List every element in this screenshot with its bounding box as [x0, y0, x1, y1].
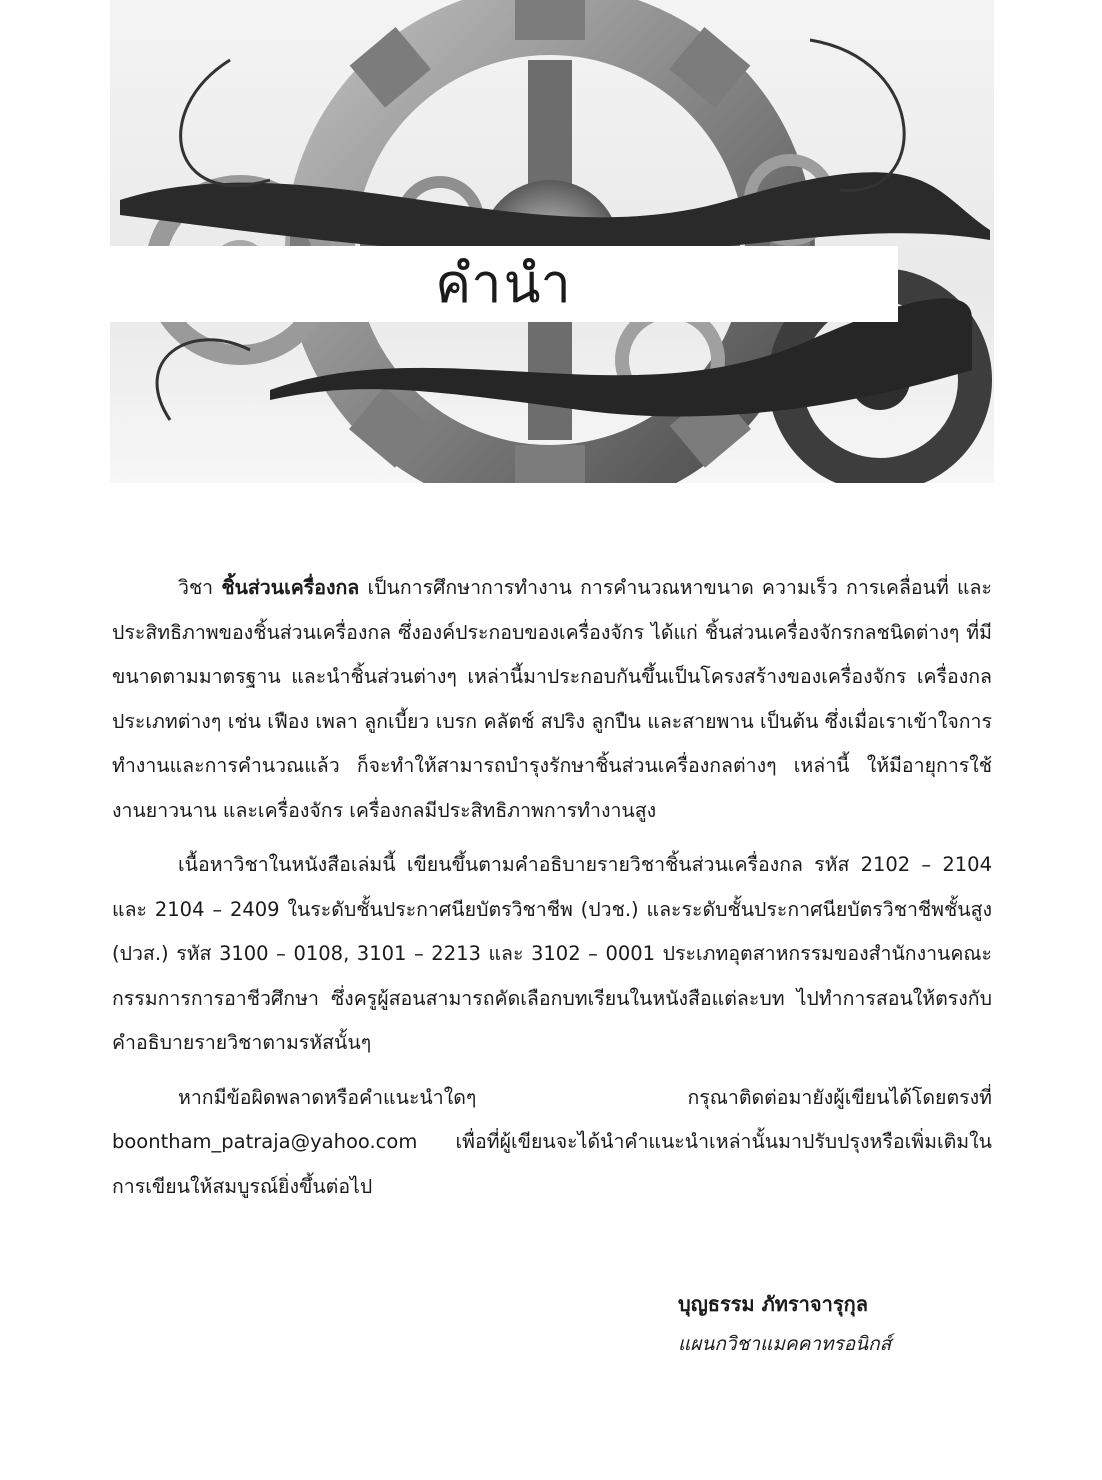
author-name: บุญธรรม ภัทราจารุกุล: [678, 1292, 868, 1316]
preface-body: [112, 566, 992, 1219]
author-department: แผนกวิชาแมคคาทรอนิกส์: [678, 1333, 892, 1355]
paragraph-1-rest: เป็นการศึกษาการทำงาน การคำนวณหาขนาด ความเร็ว การเคลื่อนที่ และประสิทธิภาพของชิ้นส่วนเครื่องกล ซึ่งองค์ประกอบของเครื่องจักร ได้แก่ ชิ้นส่วนเครื่องจักรกลชนิดต่างๆ ที่มีขนาดตามมาตรฐาน และนำชิ้นส่วนต่างๆ เหล่านี้มาประกอบกันขึ้นเป็นโครงสร้างของเครื่องจักร เครื่องกลประเภทต่างๆ เช่น เฟือง เพลา ลูกเบี้ยว เบรก คลัตช์ สปริง ลูกปืน และสายพาน เป็นต้น ซึ่งเมื่อเราเข้าใจการทำงานและการคำนวณแล้ว ก็จะทำให้สามารถบำรุงรักษาชิ้นส่วนเครื่องกลต่างๆ เหล่านี้ ให้มีอายุการใช้งานยาวนาน และเครื่องจักร เครื่องกลมีประสิทธิภาพการทำงานสูง: [112, 576, 992, 822]
paragraph-2: เนื้อหาวิชาในหนังสือเล่มนี้ เขียนขึ้นตามคำอธิบายรายวิชาชิ้นส่วนเครื่องกล รหัส 2102 – 2104 และ 2104 – 2409 ในระดับชั้นประกาศนียบัตรวิชาชีพ (ปวช.) และระดับชั้นประกาศนียบัตรวิชาชีพชั้นสูง (ปวส.) รหัส 3100 – 0108, 3101 – 2213 และ 3102 – 0001 ประเภทอุตสาหกรรมของสำนักงานคณะกรรมการการอาชีวศึกษา ซึ่งครูผู้สอนสามารถคัดเลือกบทเรียนในหนังสือแต่ละบท ไปทำการสอนให้ตรงกับคำอธิบายรายวิชาตามรหัสนั้นๆ: [112, 853, 992, 1054]
gears-icon: [110, 0, 994, 483]
paragraph-1-lead: วิชา: [178, 576, 222, 599]
subject-name: ชิ้นส่วนเครื่องกล: [221, 576, 360, 599]
title-band: [110, 246, 898, 322]
paragraph-1: [112, 566, 992, 833]
paragraph-3: หากมีข้อผิดพลาดหรือคำแนะนำใดๆ กรุณาติดต่อมายังผู้เขียนได้โดยตรงที่ boontham_patraja@yahoo.com เพื่อที่ผู้เขียนจะได้นำคำแนะนำเหล่านั้นมาปรับปรุงหรือเพิ่มเติมในการเขียนให้สมบูรณ์ยิ่งขึ้นต่อไป: [112, 1085, 992, 1198]
page-title: คำนำ: [435, 252, 573, 315]
signature-block: [678, 1284, 978, 1364]
gears-banner: [110, 0, 994, 483]
